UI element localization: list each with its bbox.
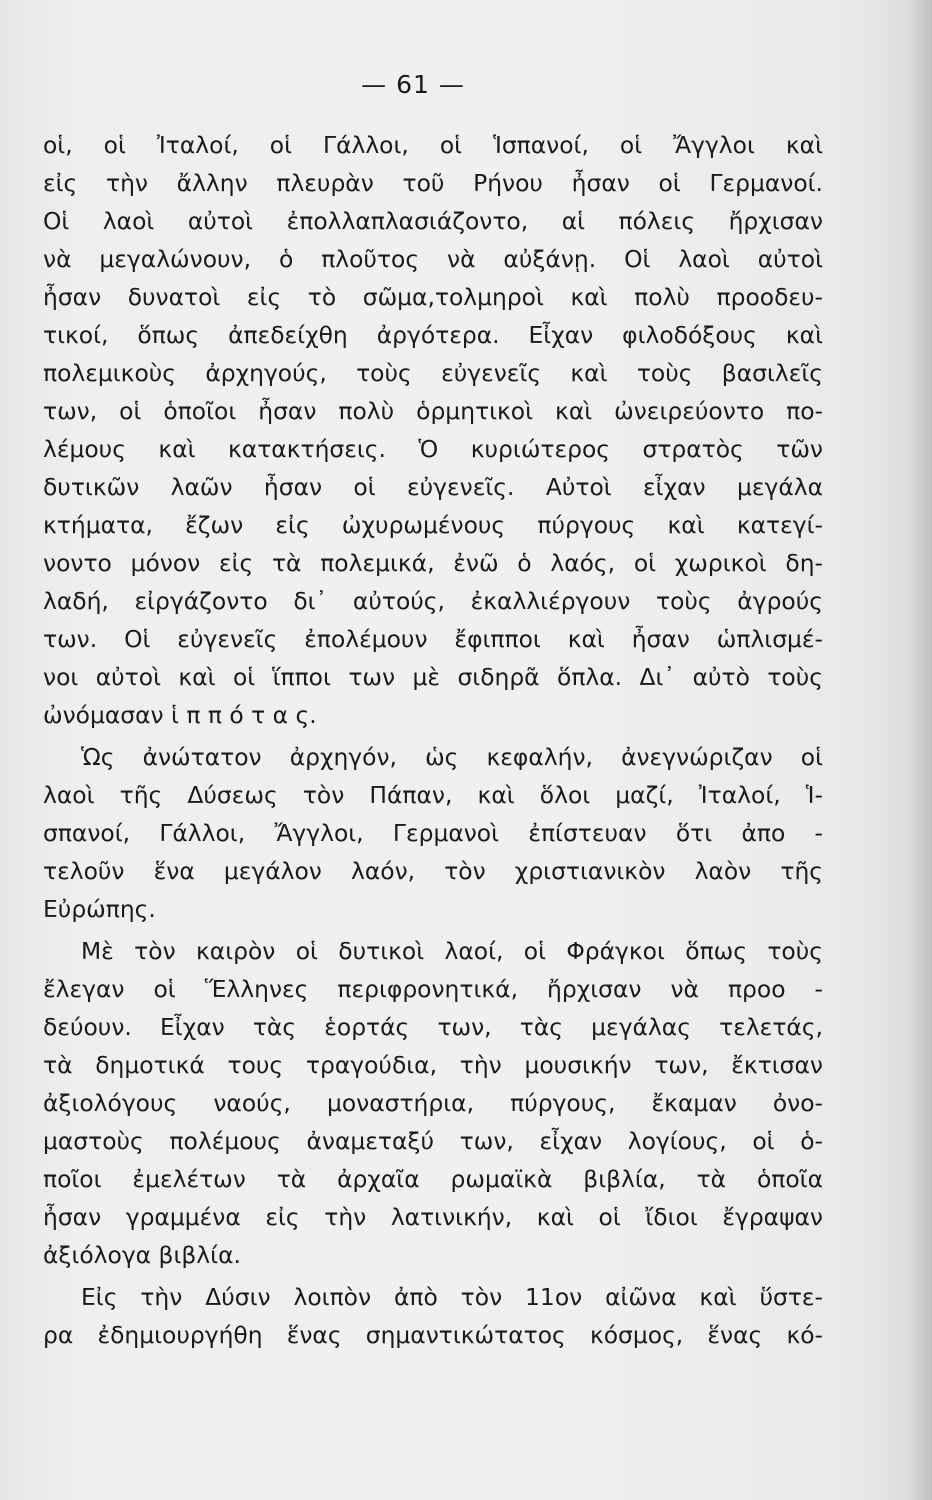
text-line: ἀξιολόγους ναούς, μοναστήρια, πύργους, ἔκαμαν ὀνο-	[43, 1089, 823, 1117]
text-line: Ὡς ἀνώτατον ἀρχηγόν, ὡς κεφαλήν, ἀνεγνώριζαν οἱ	[81, 743, 823, 771]
text-line: ὠνόμασαν ἱ π π ό τ α ς.	[43, 701, 317, 729]
text-line: των. Οἱ εὐγενεῖς ἐπολέμουν ἔφιπποι καὶ ἦσαν ὡπλισμέ-	[43, 625, 823, 653]
text-line: δυτικῶν λαῶν ἦσαν οἱ εὐγενεῖς. Αὐτοὶ εἶχαν μεγάλα	[43, 473, 823, 501]
paragraph	[43, 738, 823, 928]
text-line: πολεμικοὺς ἀρχηγούς, τοὺς εὐγενεῖς καὶ τοὺς βασιλεῖς	[43, 359, 823, 387]
text-line: δεύουν. Εἶχαν τὰς ἑορτάς των, τὰς μεγάλας τελετάς,	[43, 1013, 823, 1041]
text-line: λέμους καὶ κατακτήσεις. Ὁ κυριώτερος στρατὸς τῶν	[43, 435, 823, 463]
text-line: ἦσαν δυνατοὶ εἰς τὸ σῶμα,τολμηροὶ καὶ πολὺ προοδευ-	[43, 283, 823, 311]
text-line: ποῖοι ἐμελέτων τὰ ἀρχαῖα ρωμαϊκὰ βιβλία, τὰ ὁποῖα	[43, 1165, 823, 1193]
text-line: ἦσαν γραμμένα εἰς τὴν λατινικήν, καὶ οἱ ἴδιοι ἔγραψαν	[43, 1203, 823, 1231]
text-line: Εἰς τὴν Δύσιν λοιπὸν ἀπὸ τὸν 11ον αἰῶνα καὶ ὕστε-	[81, 1283, 823, 1311]
text-line: σπανοί, Γάλλοι, Ἄγγλοι, Γερμανοὶ ἐπίστευαν ὅτι ἀπο -	[43, 819, 823, 847]
text-line: ρα ἐδημιουργήθη ἕνας σημαντικώτατος κόσμος, ἕνας κό-	[43, 1321, 823, 1349]
page-number: — 61 —	[361, 70, 465, 99]
text-line: των, οἱ ὁποῖοι ἦσαν πολὺ ὁρμητικοὶ καὶ ὠνειρεύοντο πο-	[43, 397, 823, 425]
paragraph	[43, 932, 823, 1274]
text-line: λαδή, εἰργάζοντο δι᾽ αὐτούς, ἐκαλλιέργουν τοὺς ἀγρούς	[43, 587, 823, 615]
text-line: νὰ μεγαλώνουν, ὁ πλοῦτος νὰ αὐξάνῃ. Οἱ λαοὶ αὐτοὶ	[43, 245, 823, 273]
text-line: νοι αὐτοὶ καὶ οἱ ἵπποι των μὲ σιδηρᾶ ὅπλα. Δι᾽ αὐτὸ τοὺς	[43, 663, 823, 691]
text-line: Οἱ λαοὶ αὐτοὶ ἐπολλαπλασιάζοντο, αἱ πόλεις ἤρχισαν	[43, 207, 823, 235]
text-line: ἔλεγαν οἱ Ἕλληνες περιφρονητικά, ἤρχισαν νὰ προο -	[43, 975, 823, 1003]
text-line: κτήματα, ἔζων εἰς ὠχυρωμένους πύργους καὶ κατεγί-	[43, 511, 823, 539]
text-line: εἰς τὴν ἄλλην πλευρὰν τοῦ Ρήνου ἦσαν οἱ Γερμανοί.	[43, 169, 823, 197]
text-line: τὰ δημοτικά τους τραγούδια, τὴν μουσικήν των, ἔκτισαν	[43, 1051, 823, 1079]
text-line: ἀξιόλογα βιβλία.	[43, 1241, 241, 1269]
paragraph	[43, 126, 823, 734]
text-line: λαοὶ τῆς Δύσεως τὸν Πάπαν, καὶ ὅλοι μαζί, Ἰταλοί, Ἱ-	[43, 781, 823, 809]
text-line: Εὐρώπης.	[43, 895, 156, 923]
text-line: τικοί, ὅπως ἀπεδείχθη ἀργότερα. Εἶχαν φιλοδόξους καὶ	[43, 321, 823, 349]
body-text	[43, 126, 823, 1354]
text-line: Μὲ τὸν καιρὸν οἱ δυτικοὶ λαοί, οἱ Φράγκοι ὅπως τοὺς	[81, 937, 823, 965]
text-line: νοντο μόνον εἰς τὰ πολεμικά, ἐνῶ ὁ λαός, οἱ χωρικοὶ δη-	[43, 549, 823, 577]
text-line: οἱ, οἱ Ἰταλοί, οἱ Γάλλοι, οἱ Ἱσπανοί, οἱ Ἄγγλοι καὶ	[43, 131, 823, 159]
text-line: τελοῦν ἕνα μεγάλον λαόν, τὸν χριστιανικὸν λαὸν τῆς	[43, 857, 823, 885]
text-line: μαστοὺς πολέμους ἀναμεταξύ των, εἶχαν λογίους, οἱ ὁ-	[43, 1127, 823, 1155]
paragraph	[43, 1278, 823, 1354]
